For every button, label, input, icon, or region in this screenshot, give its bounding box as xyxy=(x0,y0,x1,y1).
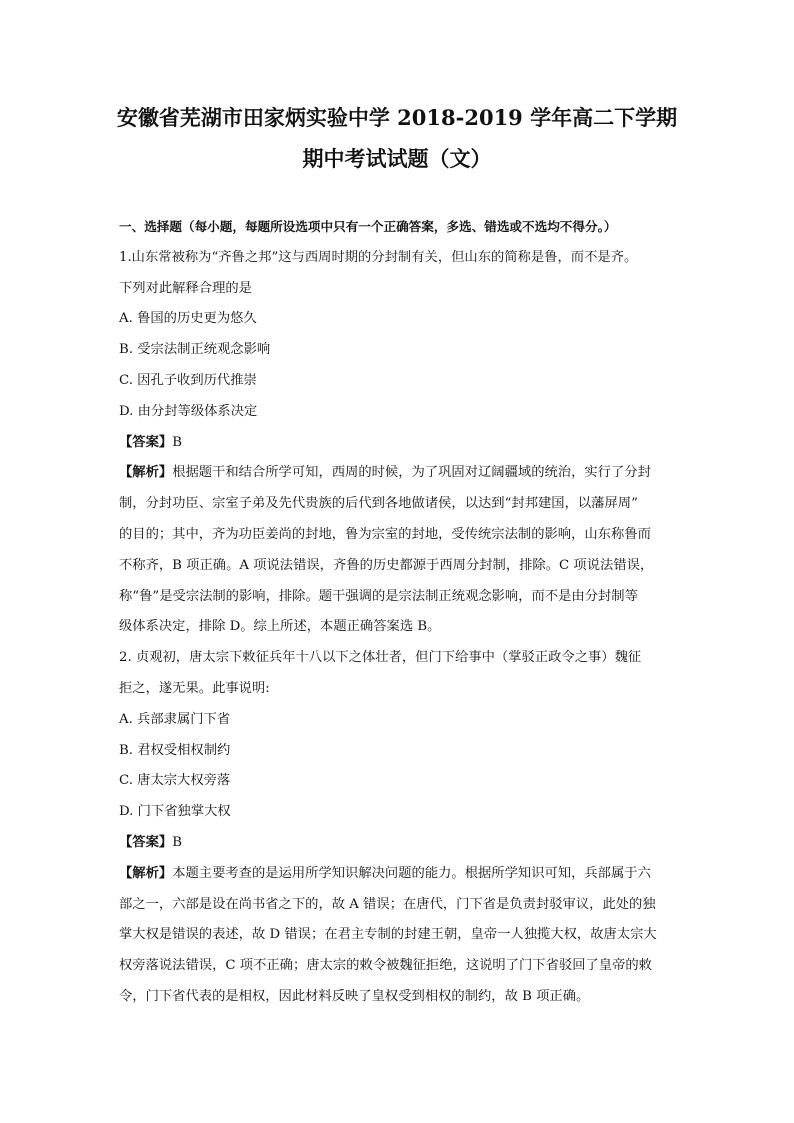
question-2-stem-line1: 2. 贞观初，唐太宗下敕征兵年十八以下之体壮者，但门下给事中（掌驳正政令之事）魏征 xyxy=(119,650,642,666)
document-body xyxy=(119,212,689,1013)
question-1-analysis-line4: 不称齐，B 项正确。A 项说法错误，齐鲁的历史都源于西周分封制，排除。C 项说法错误， xyxy=(119,557,654,573)
question-1-option-b: B. 受宗法制正统观念影响 xyxy=(119,342,271,358)
question-2-option-d: D. 门下省独掌大权 xyxy=(119,804,231,820)
question-1-analysis-line3: 的目的；其中，齐为功臣姜尚的封地，鲁为宗室的封地，受传统宗法制的影响，山东称鲁而 xyxy=(119,526,651,542)
document-title-line2: 期中考试试题（文） xyxy=(302,146,492,171)
answer-value: B xyxy=(172,434,182,450)
question-1-analysis-line6: 级体系决定，排除 D。综上所述，本题正确答案选 B。 xyxy=(119,619,441,635)
answer-label: 【答案】 xyxy=(119,834,173,850)
question-1-stem-line1: 1.山东常被称为“齐鲁之邦”这与西周时期的分封制有关，但山东的简称是鲁，而不是齐。 xyxy=(119,249,638,265)
question-1-answer xyxy=(119,428,689,459)
question-2-analysis-line2: 部之一，六部是设在尚书省之下的，故 A 错误；在唐代，门下省是负责封驳审议，此处的独 xyxy=(119,896,656,912)
question-2-stem-line2: 拒之，遂无果。此事说明: xyxy=(119,680,270,696)
question-1-analysis-line1 xyxy=(119,458,689,489)
question-1-option-a: A. 鲁国的历史更为悠久 xyxy=(119,311,257,327)
question-1-analysis-line2: 制，分封功臣、宗室子弟及先代贵族的后代到各地做诸侯，以达到“封邦建国，以藩屏周” xyxy=(119,496,638,512)
analysis-label: 【解析】 xyxy=(119,465,173,481)
answer-label: 【答案】 xyxy=(119,434,173,450)
question-1-option-c: C. 因孔子收到历代推崇 xyxy=(119,372,257,388)
document-title-line1: 安徽省芜湖市田家炳实验中学 2018-2019 学年高二下学期 xyxy=(116,105,678,130)
question-2-analysis-line1 xyxy=(119,859,689,890)
question-2-option-c: C. 唐太宗大权旁落 xyxy=(119,773,231,789)
analysis-text: 本题主要考查的是运用所学知识解决问题的能力。根据所学知识可知，兵部属于六 xyxy=(172,865,651,881)
question-2-analysis-line5: 令，门下省代表的是相权，因此材料反映了皇权受到相权的制约，故 B 项正确。 xyxy=(119,988,590,1004)
question-1-analysis-line5: 称“鲁”是受宗法制的影响，排除。题干强调的是宗法制正统观念影响，而不是由分封制等 xyxy=(119,588,638,604)
question-2 xyxy=(119,643,689,1013)
question-2-option-a: A. 兵部隶属门下省 xyxy=(119,711,231,727)
question-1-option-d: D. 由分封等级体系决定 xyxy=(119,403,258,419)
question-2-analysis-line4: 权旁落说法错误，C 项不正确；唐太宗的敕令被魏征拒绝，这说明了门下省驳回了皇帝的敕 xyxy=(119,958,652,974)
question-2-analysis-line3: 掌大权是错误的表述，故 D 错误；在君主专制的封建王朝，皇帝一人独揽大权，故唐太宗大 xyxy=(119,927,657,943)
question-1 xyxy=(119,243,689,643)
answer-value: B xyxy=(172,834,182,850)
question-2-option-b: B. 君权受相权制约 xyxy=(119,742,231,758)
analysis-text: 根据题干和结合所学可知，西周的时候，为了巩固对辽阔疆域的统治，实行了分封 xyxy=(172,465,651,481)
section-heading: 一、选择题（每小题，每题所设选项中只有一个正确答案，多选、错选或不选均不得分。） xyxy=(119,219,617,234)
question-2-answer xyxy=(119,828,689,859)
question-1-stem-line2: 下列对此解释合理的是 xyxy=(119,280,252,296)
analysis-label: 【解析】 xyxy=(119,865,173,881)
